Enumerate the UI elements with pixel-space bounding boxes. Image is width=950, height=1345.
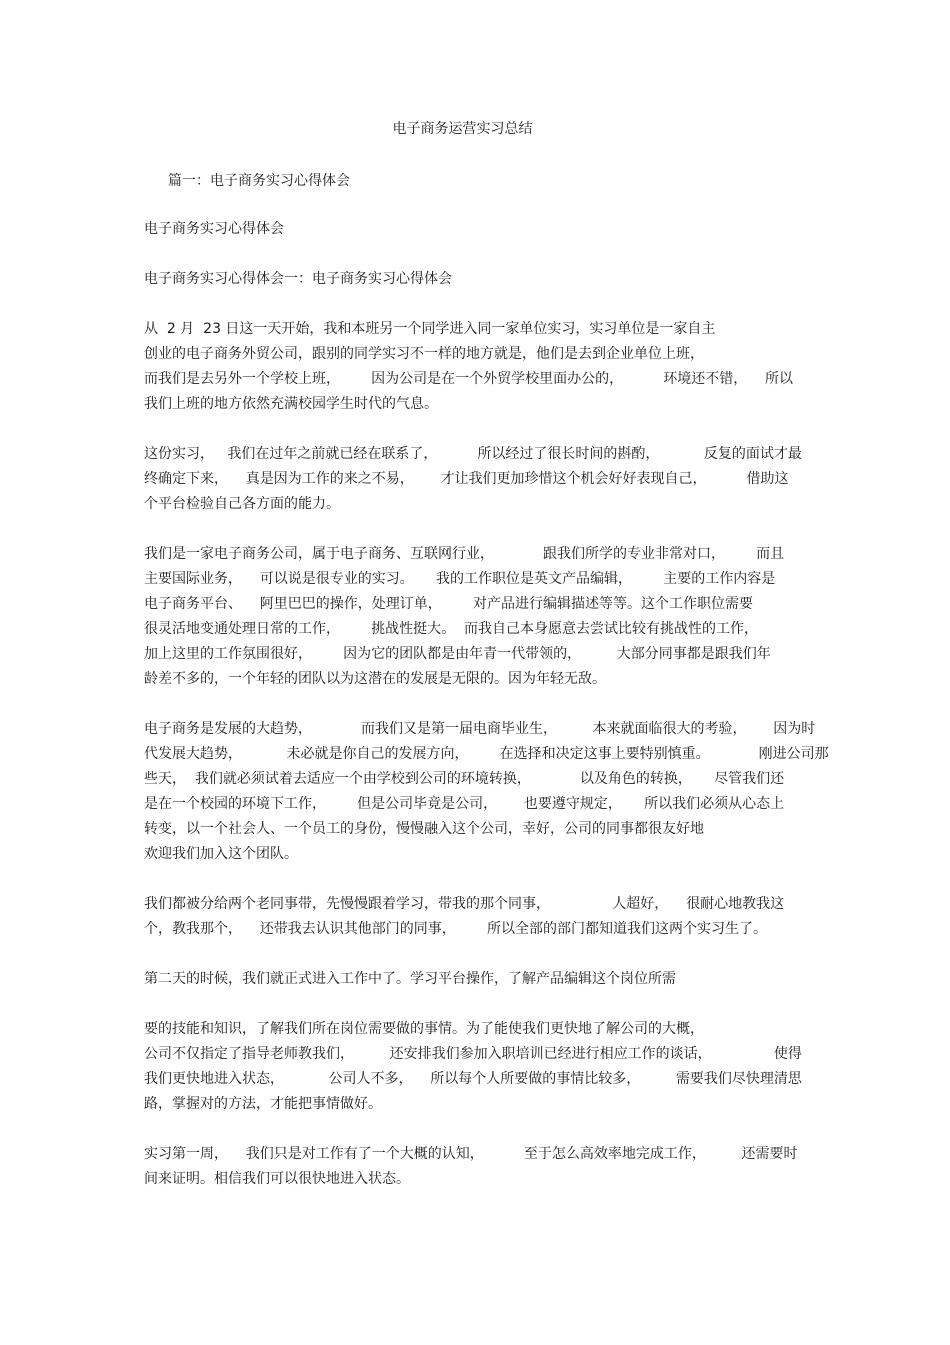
paragraph-2-line-3: 个平台检验自己各方面的能力。 [144,496,340,512]
paragraph-7-line-4: 路，掌握对的方法，才能把事情做好。 [144,1096,382,1112]
paragraph-2-line-1: 这份实习， 我们在过年之前就已经在联系了， 所以经过了很长时间的斟酌， 反复的面试才最 [144,446,802,462]
subtitle-2: 电子商务实习心得体会一：电子商务实习心得体会 [144,271,452,287]
paragraph-1-line-2: 创业的电子商务外贸公司，跟别的同学实习不一样的地方就是，他们是去到企业单位上班， [144,346,704,362]
paragraph-4-line-1: 电子商务是发展的大趋势， 而我们又是第一届电商毕业生， 本来就面临很大的考验， 因为时 [144,721,816,737]
paragraph-3-line-1: 我们是一家电子商务公司，属于电子商务、互联网行业， 跟我们所学的专业非常对口， 而且 [144,546,785,562]
paragraph-4-line-3: 些天， 我们就必须试着去适应一个由学校到公司的环境转换， 以及角色的转换， 尽管我们还 [144,771,785,787]
paragraph-4-line-5: 转变，以一个社会人、一个员工的身份，慢慢融入这个公司，幸好，公司的同事都很友好地 [144,821,704,837]
paragraph-3-line-6: 龄差不多的，一个年轻的团队以为这潜在的发展是无限的。因为年轻无敌。 [144,671,606,687]
paragraph-1-line-1: 从 2 月 23 日这一天开始，我和本班另一个同学进入同一家单位实习，实习单位是一家自主 [144,321,716,337]
paragraph-7-line-3: 我们更快地进入状态， 公司人不多， 所以每个人所要做的事情比较多， 需要我们尽快理清思 [144,1071,802,1087]
paragraph-6-line-1: 第二天的时候，我们就正式进入工作中了。学习平台操作，了解产品编辑这个岗位所需 [144,971,676,987]
document-title: 电子商务运营实习总结 [392,121,533,137]
paragraph-3-line-3: 电子商务平台、 阿里巴巴的操作，处理订单， 对产品进行编辑描述等等。这个工作职位需要 [144,596,753,612]
paragraph-4-line-6: 欢迎我们加入这个团队。 [144,846,298,862]
paragraph-8-line-1: 实习第一周， 我们只是对工作有了一个大概的认知， 至于怎么高效率地完成工作， 还需要时 [144,1146,798,1162]
paragraph-3-line-4: 很灵活地变通处理日常的工作， 挑战性挺大。 而我自己本身愿意去尝试比较有挑战性的工作， [144,621,759,637]
subtitle: 电子商务实习心得体会 [144,221,284,237]
paragraph-3-line-5: 加上这里的工作氛围很好， 因为它的团队都是由年青一代带领的， 大部分同事都是跟我们年 [144,646,771,662]
paragraph-1-line-4: 我们上班的地方依然充满校园学生时代的气息。 [144,396,438,412]
paragraph-7-line-2: 公司不仅指定了指导老师教我们， 还安排我们参加入职培训已经进行相应工作的谈话， 使得 [144,1046,802,1062]
paragraph-4-line-4: 是在一个校园的环境下工作， 但是公司毕竟是公司， 也要遵守规定， 所以我们必须从心态上 [144,796,785,812]
paragraph-2-line-2: 终确定下来， 真是因为工作的来之不易， 才让我们更加珍惜这个机会好好表现自己， 借助这 [144,471,789,487]
paragraph-5-line-2: 个，教我那个， 还带我去认识其他部门的同事， 所以全部的部门都知道我们这两个实习生了。 [144,921,767,937]
section-heading: 篇一：电子商务实习心得体会 [168,173,350,189]
paragraph-4-line-2: 代发展大趋势， 未必就是你自己的发展方向， 在选择和决定这事上要特别慎重。 刚进公司那 [144,746,829,762]
paragraph-7-line-1: 要的技能和知识，了解我们所在岗位需要做的事情。为了能使我们更快地了解公司的大概， [144,1021,704,1037]
paragraph-1-line-3: 而我们是去另外一个学校上班， 因为公司是在一个外贸学校里面办公的， 环境还不错， 所以 [144,371,794,387]
paragraph-5-line-1: 我们都被分给两个老同事带，先慢慢跟着学习，带我的那个同事， 人超好， 很耐心地教我这 [144,896,785,912]
paragraph-8-line-2: 间来证明。相信我们可以很快地进入状态。 [144,1171,410,1187]
paragraph-3-line-2: 主要国际业务， 可以说是很专业的实习。 我的工作职位是英文产品编辑， 主要的工作内容是 [144,571,776,587]
